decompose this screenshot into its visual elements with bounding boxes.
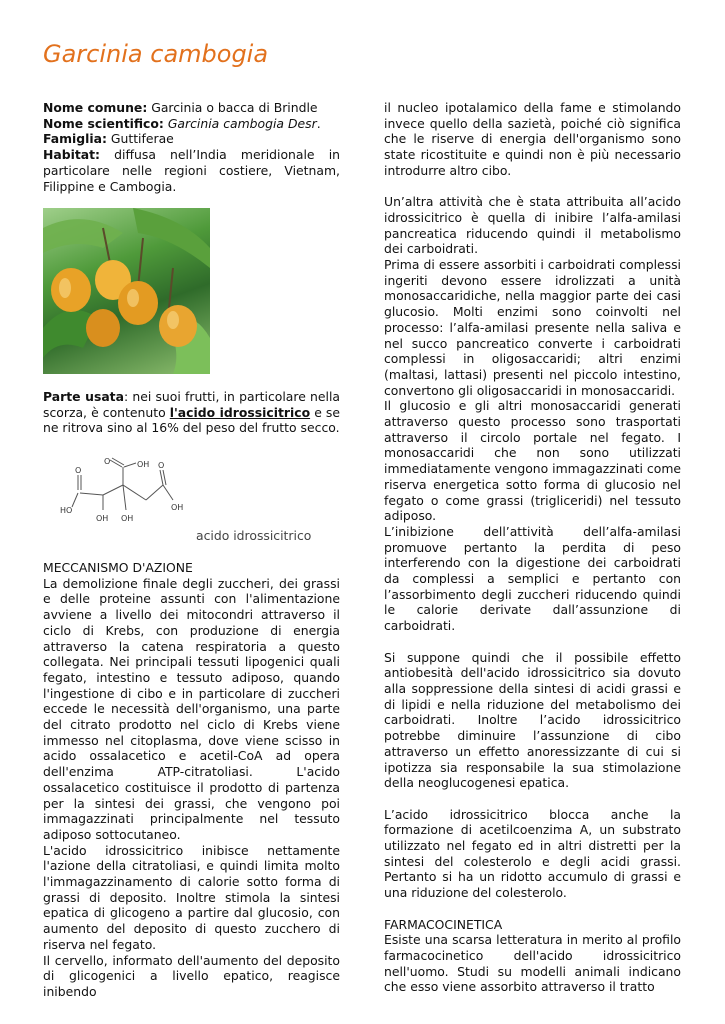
parte-usata-text-a: : nei suoi frutti, in particolare nella scorza, è contenuto bbox=[43, 389, 340, 420]
right-column bbox=[384, 100, 681, 995]
hydroxycitric-acid-structure bbox=[58, 455, 198, 535]
famiglia-value: Guttiferae bbox=[106, 131, 174, 147]
right-paragraph-1: il nucleo ipotalamico della fame e stimolando invece quello della sazietà, poiché ciò significa che le riserve di energia dell'organismo sono state ricostituite e quindi non è più necessario introdurre altro cibo. bbox=[384, 100, 681, 178]
atom-o-3: O bbox=[158, 461, 165, 470]
right-paragraph-2: Un’altra attività che è stata attribuita all’acido idrossicitrico è quella di inibire l’alfa-amilasi pancreatica riducendo quindi il metabolismo dei carboidrati. bbox=[384, 194, 681, 257]
nome-comune-label: Nome comune: bbox=[43, 100, 148, 115]
atom-oh-4: OH bbox=[171, 503, 184, 512]
famiglia-line bbox=[43, 131, 340, 147]
right-paragraph-3: Prima di essere assorbiti i carboidrati complessi ingeriti devono essere idrolizzati a unità monosaccaridiche, nella maggior parte dei casi glucosio. Molti enzimi sono coinvolti nel processo: l’alfa-amilasi presente nella saliva e nel succo pancreatico converte i carboidrati complessi in oligosaccaridi; altri enzimi (maltasi, lattasi) presenti nel piccolo intestino, convertono gli oligosaccaridi in monosaccaridi. bbox=[384, 257, 681, 398]
meccanismo-paragraph-1: La demolizione finale degli zuccheri, dei grassi e delle proteine assunti con l'alimentazione avviene a livello dei mitocondri attraverso il ciclo di Krebs, con produzione di energia attraverso la catena respiratoria a questo collegata. Nei principali tessuti lipogenici quali fegato, intestino e tessuto adiposo, quando l'ingestione di cibo e in particolare di zuccheri eccede le necessità dell'organismo, una parte del citrato prodotto nel ciclo di Krebs viene immesso nel citoplasma, dove viene scisso in acido ossalacetico e acetil-CoA ad opera dell'enzima ATP-citratoliasi. L'acido ossalacetico costituisce il prodotto di partenza per la sintesi dei grassi, che vengono poi immagazzinati principalmente nel tessuto adiposo sottocutaneo. bbox=[43, 575, 340, 842]
atom-oh-2: OH bbox=[96, 514, 109, 523]
right-paragraph-8: Esiste una scarsa letteratura in merito al profilo farmacocinetico dell'acido idrossicitrico nell'uomo. Studi su modelli animali indicano che esso viene assorbito attraverso il tratto bbox=[384, 932, 681, 995]
meccanismo-heading: MECCANISMO D'AZIONE bbox=[43, 560, 193, 575]
right-paragraph-7: L’acido idrossicitrico blocca anche la formazione di acetilcoenzima A, un substrato utilizzato nel fegato ed in altri distretti per la sintesi del colesterolo e degli acidi grassi. Pertanto si ha un ridotto accumulo di grassi e una riduzione del colesterolo. bbox=[384, 806, 681, 901]
atom-o-2: O bbox=[104, 457, 111, 466]
meccanismo-section bbox=[43, 560, 340, 1000]
habitat-line bbox=[43, 147, 340, 194]
atom-oh-3: OH bbox=[121, 514, 134, 523]
parte-usata bbox=[43, 389, 340, 436]
famiglia-label: Famiglia: bbox=[43, 131, 107, 147]
parte-usata-text-b: e se ne ritrova sino al 16% del peso del frutto secco. bbox=[43, 404, 340, 436]
nome-scientifico-end: . bbox=[316, 115, 321, 131]
meccanismo-paragraph-2: L'acido idrossicitrico inibisce nettamente l'azione della citratoliasi, e quindi limita molto l'immagazzinamento di calorie sotto forma di grassi di deposito. Inoltre stimola la sintesi epatica di glicogeno a partire dal glucosio, con aumento del deposito di questo zucchero di riserva nel fegato. bbox=[43, 842, 340, 952]
acido-idrossicitrico-link[interactable]: l'acido idrossicitrico bbox=[169, 404, 311, 420]
habitat-value: diffusa nell’India meridionale in particolare nelle regioni costiere, Vietnam, Filippine e Cambogia. bbox=[43, 147, 340, 194]
page-title: Garcinia cambogia bbox=[43, 40, 269, 68]
farmacocinetica-heading: FARMACOCINETICA bbox=[384, 916, 503, 932]
right-paragraph-5: L’inibizione dell’attività dell’alfa-amilasi promuove pertanto la perdita di peso interferendo con la digestione dei carboidrati da complessi a semplici e pertanto con l’assorbimento degli zuccheri riducendo quindi le calorie derivate dall’assunzione di carboidrati. bbox=[384, 523, 681, 634]
nome-scientifico-value: Garcinia cambogia Desr bbox=[167, 115, 317, 131]
parte-usata-label: Parte usata bbox=[43, 389, 124, 404]
right-paragraph-4: Il glucosio e gli altri monosaccaridi generati attraverso questo processo sono trasportati attraverso il circolo portale nel fegato. I monosaccaridi che non sono utilizzati immediatamente vengono immagazzinati come riserva energetica sotto forma di glucosio nel fegato o come grassi (trigliceridi) nel tessuto adiposo. bbox=[384, 398, 682, 524]
nome-scientifico-line bbox=[43, 116, 340, 132]
atom-oh-1: OH bbox=[137, 460, 150, 469]
nome-comune-value: Garcinia o bacca di Brindle bbox=[147, 100, 318, 115]
garcinia-fruit-photo bbox=[43, 208, 210, 374]
info-block bbox=[43, 100, 340, 194]
nome-comune-line bbox=[43, 100, 340, 116]
molecule-caption: acido idrossicitrico bbox=[196, 528, 312, 543]
meccanismo-paragraph-3: Il cervello, informato dell'aumento del deposito di glicogenici a livello epatico, reagisce inibendo bbox=[43, 952, 340, 999]
atom-ho: HO bbox=[60, 506, 73, 515]
atom-o-1: O bbox=[75, 466, 82, 475]
habitat-label: Habitat: bbox=[43, 147, 101, 163]
right-paragraph-6: Si suppone quindi che il possibile effetto antiobesità dell'acido idrossicitrico sia dovuto alla soppressione della sintesi di acidi grassi e di lipidi e nella riduzione del metabolismo dei carboidrati. Inoltre l’acido idrossicitrico potrebbe diminuire l’assunzione di cibo attraverso un effetto anoressizzante di cui si ipotizza sia responsabile la sua stimolazione della neoglucogenesi epatica. bbox=[384, 649, 681, 791]
nome-scientifico-label: Nome scientifico: bbox=[43, 115, 164, 131]
